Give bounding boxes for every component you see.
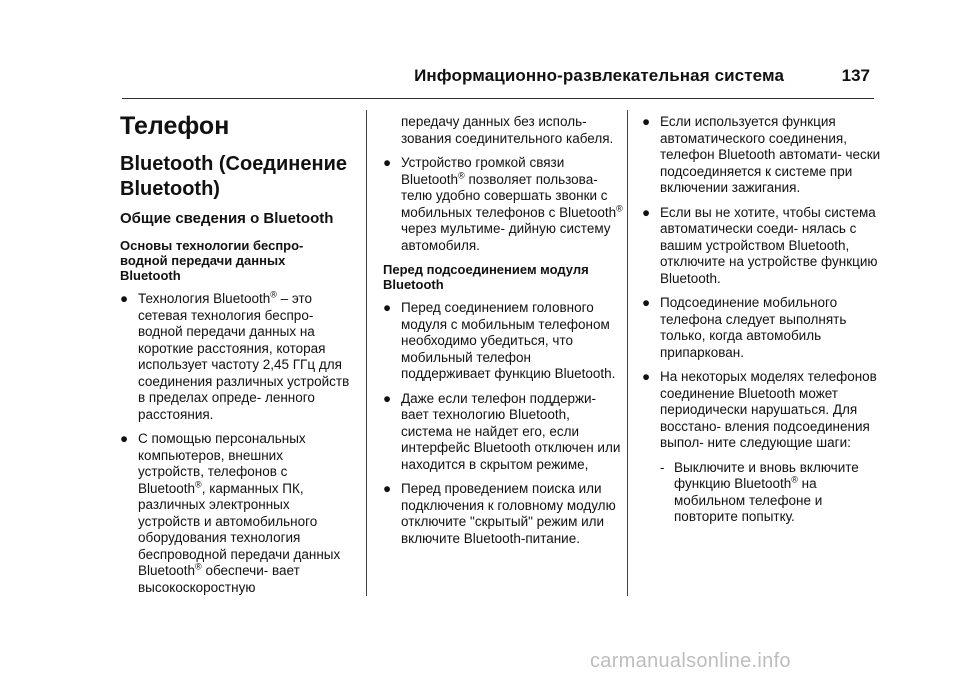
list-item [120, 291, 352, 423]
dash-icon: - [660, 459, 665, 475]
bullet-icon: ● [120, 291, 129, 306]
bullet-icon: ● [383, 481, 392, 496]
list-item-text: Если используется функция автоматического соединения, телефон Bluetooth автомати- чески подсоединяется к системе при включении зажигания. [660, 114, 881, 195]
header-title: Информационно-развлекательная система [414, 66, 784, 85]
list-item-text: Если вы не хотите, чтобы система автоматически соеди- нялась с вашим устройством Bluetooth, отключите на устройстве функцию Bluetooth. [660, 204, 878, 286]
sub-list-item-text: Выключите и вновь включите функцию Bluetooth [674, 459, 859, 491]
registered-mark: ® [195, 479, 202, 489]
list-item-text: Подсоединение мобильного телефона следует выполнять только, когда автомобиль припаркован. [660, 295, 847, 360]
list-item [642, 369, 882, 452]
list-item [642, 205, 882, 288]
running-header [122, 60, 874, 92]
list-item-text: На некоторых моделях телефонов соединение Bluetooth может периодически нарушаться. Для восстано- вления подсоединения выпол- ните следующие шаги: [660, 369, 877, 450]
list-item-text: Даже если телефон поддержи- вает технологию Bluetooth, система не найдет его, если интерфейс Bluetooth отключен или находится в скрытом режиме, [401, 390, 621, 472]
section-title: Телефон [120, 112, 230, 140]
topic-subheading [383, 262, 623, 292]
list-item-text: – это сетевая технология беспро- водной передачи данных на короткие расстояния, которая использует частоту 2,45 ГГц для соединения различных устройств в пределах опреде- ленного расстояния. [138, 291, 350, 422]
bullet-icon: ● [383, 390, 392, 406]
subsection-title [120, 152, 352, 202]
list-item [642, 295, 882, 361]
list-item [383, 300, 623, 383]
bullet-icon: ● [120, 431, 129, 446]
continued-text: передачу данных без исполь- зования соединительного кабеля. [401, 114, 614, 146]
registered-mark: ® [791, 474, 798, 485]
bullet-icon: ● [642, 204, 651, 220]
list-item [383, 481, 623, 547]
column-2 [383, 114, 623, 555]
header-divider [122, 98, 874, 99]
topic-subheading [120, 238, 352, 283]
bullet-icon: ● [383, 155, 392, 170]
column-divider-1 [366, 110, 367, 596]
watermark: carmanualsonline.info [590, 650, 791, 672]
list-item [383, 391, 623, 474]
list-item-text: через мультиме- дийную систему автомобиля. [401, 221, 611, 253]
registered-mark: ® [270, 289, 277, 300]
list-item-text: Устройство громкой связи Bluetooth [401, 155, 565, 187]
bullet-icon: ● [642, 295, 651, 310]
list-item [120, 431, 352, 596]
registered-mark: ® [616, 203, 623, 213]
list-item [642, 114, 882, 197]
topic-heading: Общие сведения о Bluetooth [120, 210, 334, 227]
subsection-title-line1: Bluetooth (Соединение [120, 153, 348, 175]
list-item-text: Технология Bluetooth [138, 291, 271, 306]
list-item [383, 155, 623, 254]
topic-subheading-line3: Bluetooth [120, 268, 181, 283]
bullet-icon: ● [642, 114, 651, 129]
topic-subheading-line2: водной передачи данных [120, 253, 286, 268]
list-item-text: обеспечи- вает высокоскоростную [138, 563, 300, 595]
topic-subheading-line1: Основы технологии беспро- [120, 238, 304, 253]
subsection-title-line2: Bluetooth) [120, 178, 220, 200]
list-item-text: С помощью персональных компьютеров, внешних устройств, телефонов с Bluetooth [138, 431, 306, 496]
list-item-text: позволяет пользова- телю удобно совершать звонки с мобильных телефонов с Bluetooth [401, 171, 617, 220]
topic-subheading-line1: Перед подсоединением модуля [383, 262, 589, 277]
column-1 [120, 112, 352, 604]
bullet-icon: ● [383, 300, 392, 315]
registered-mark: ® [458, 170, 465, 180]
list-item-text: Перед соединением головного модуля с мобильным телефоном необходимо убедиться, что мобильный телефон поддерживает функцию Bluetooth. [401, 300, 616, 381]
page-number: 137 [841, 66, 870, 85]
list-item-text: Перед проведением поиска или подключения к головному модулю отключите "скрытый" режим или включите Bluetooth-питание. [401, 481, 616, 546]
sub-list-item [642, 460, 882, 526]
topic-subheading-line2: Bluetooth [383, 277, 444, 292]
list-item-text: , карманных ПК, различных электронных устройств и автомобильного оборудования технология беспроводной передачи данных Bluetooth [138, 480, 341, 578]
column-divider-2 [627, 110, 628, 596]
bullet-icon: ● [642, 369, 651, 384]
column-3 [642, 114, 882, 534]
registered-mark: ® [195, 561, 202, 572]
sub-list-item-text: на мобильном телефоне и повторите попытку. [674, 476, 823, 524]
